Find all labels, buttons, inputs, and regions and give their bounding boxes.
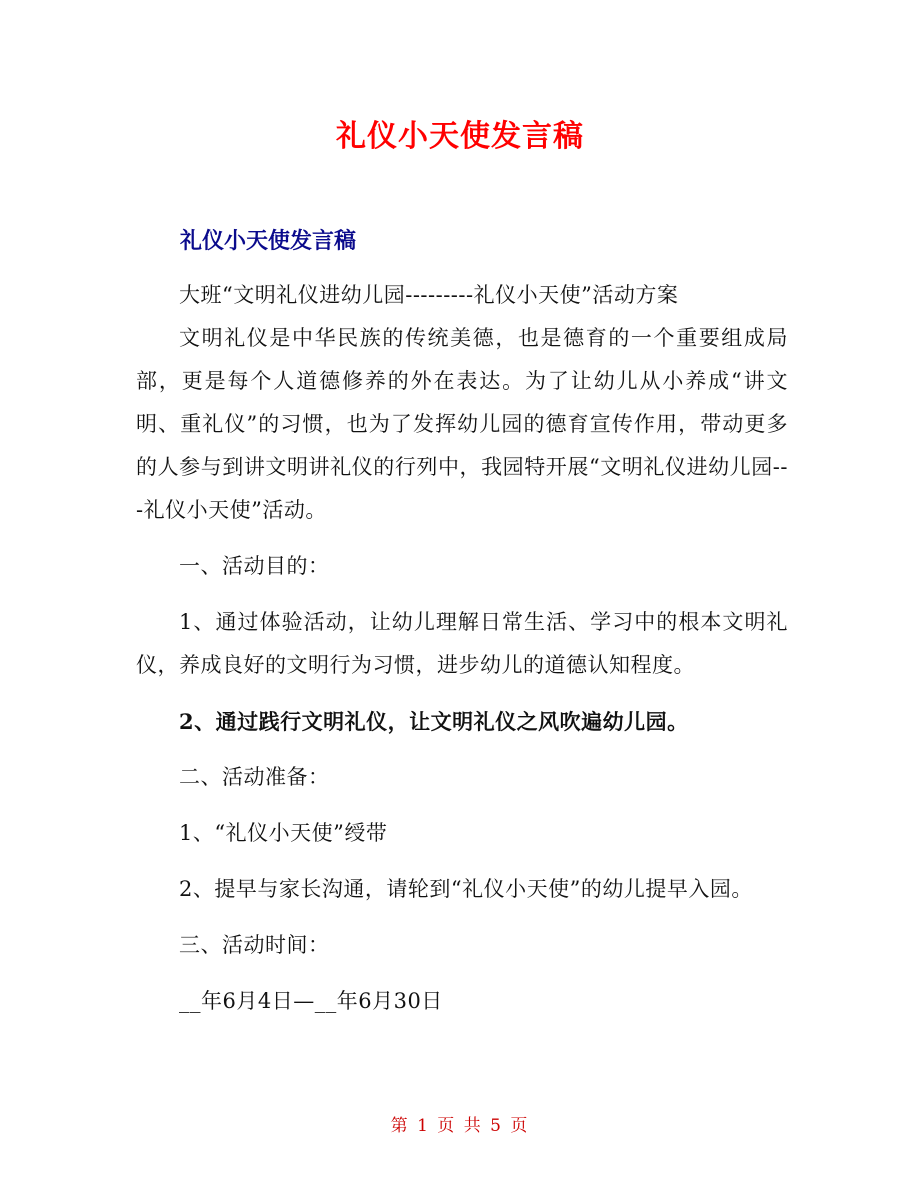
document-body [136, 274, 788, 1023]
heading-activity-preparation: 二、活动准备： [179, 765, 330, 789]
paragraph-purpose-1: 1、通过体验活动，让幼儿理解日常生活、学习中的根本文明礼仪，养成良好的文明行为习惯，进步幼儿的道德认知程度。 [136, 610, 788, 677]
heading-activity-time: 三、活动时间： [179, 933, 330, 957]
heading-activity-purpose: 一、活动目的： [179, 554, 330, 578]
paragraph-activity-dates: __年6月4日—__年6月30日 [179, 989, 443, 1013]
paragraph-preparation-2: 2、提早与家长沟通，请轮到“礼仪小天使”的幼儿提早入园。 [179, 877, 753, 901]
paragraph-intro: 文明礼仪是中华民族的传统美德，也是德育的一个重要组成局部，更是每个人道德修养的外在表达。为了让幼儿从小养成“讲文明、重礼仪”的习惯，也为了发挥幼儿园的德育宣传作用，带动更多的人参与到讲文明讲礼仪的行列中，我园特开展“文明礼仪进幼儿园---礼仪小天使”活动。 [136, 326, 788, 522]
paragraph-plan-title: 大班“文明礼仪进幼儿园---------礼仪小天使”活动方案 [179, 283, 679, 307]
paragraph-preparation-1: 1、“礼仪小天使”绶带 [179, 821, 388, 845]
document-subtitle: 礼仪小天使发言稿 [180, 229, 357, 254]
document-title: 礼仪小天使发言稿 [336, 119, 584, 154]
page-number-footer: 第 1 页 共 5 页 [390, 1116, 530, 1136]
paragraph-purpose-2: 2、通过践行文明礼仪，让文明礼仪之风吹遍幼儿园。 [179, 709, 689, 734]
